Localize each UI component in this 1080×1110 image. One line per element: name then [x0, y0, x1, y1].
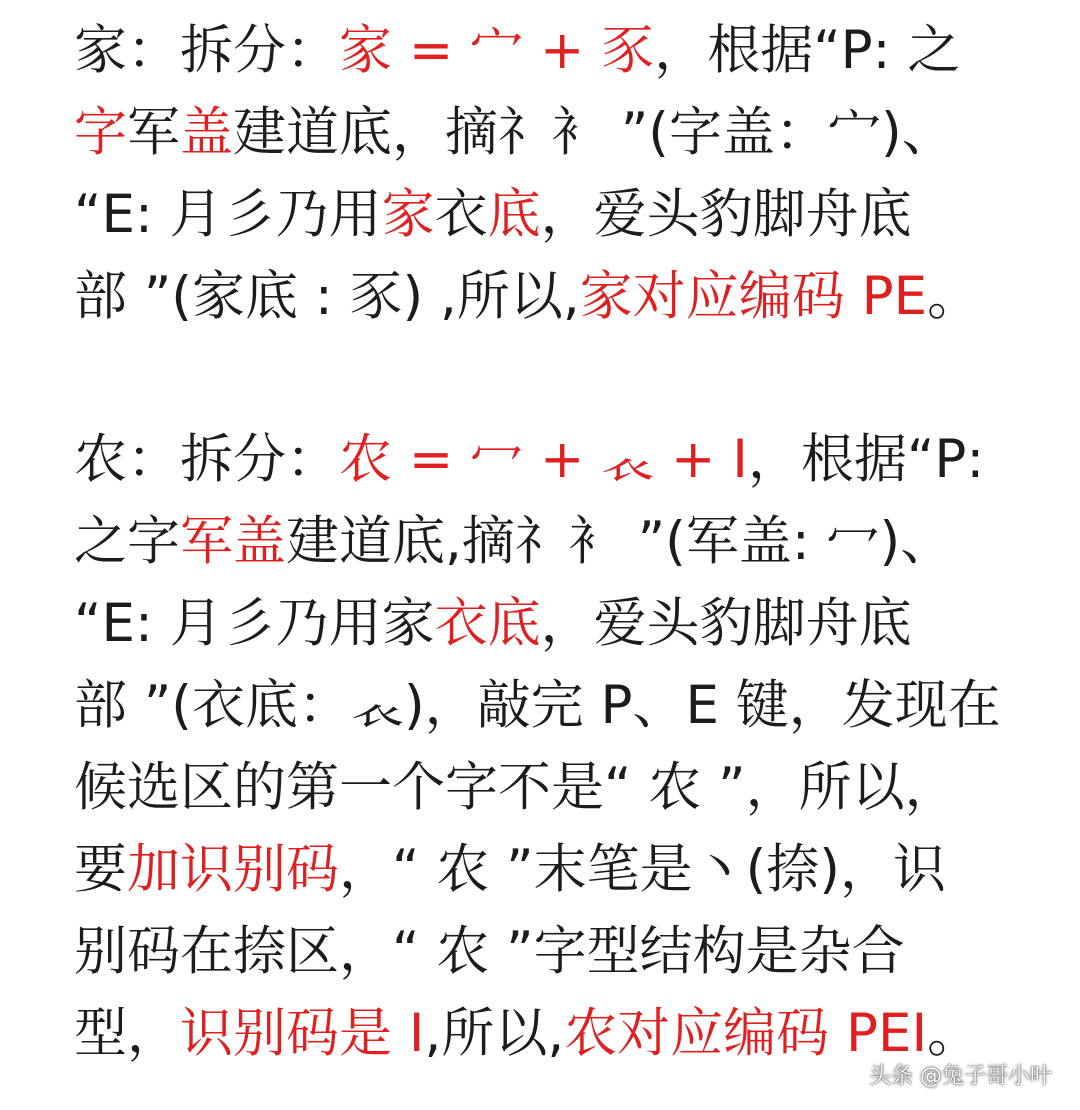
text-line — [74, 501, 1014, 583]
body-text: 建道底,摘礻衤 ”(军盖: 冖)、 — [286, 511, 954, 572]
highlighted-text: 加识别码 — [127, 839, 339, 900]
body-text: ，根据“P: — [747, 429, 985, 490]
body-text: ，“ 农 ”末笔是丶(捺)，识 — [339, 839, 946, 900]
highlighted-text: 家对应编码 PE — [579, 266, 928, 327]
highlighted-text: 盖 — [180, 102, 233, 163]
highlighted-text: 军盖 — [180, 511, 286, 572]
highlighted-text: 家 = 宀 + 豕 — [339, 20, 655, 81]
body-text: 部 ”(衣底：𧘇)，敲完 P、E 键，发现在 — [74, 675, 1001, 736]
body-text: 候选区的第一个字不是“ 农 ”，所以， — [74, 757, 958, 818]
body-text: 部 ”(家底 : 豕) ,所以, — [74, 266, 580, 327]
body-text: ，爱头豹脚舟底 — [540, 184, 912, 245]
text-line — [74, 747, 1014, 829]
body-text: 型， — [74, 1003, 180, 1064]
text-line — [74, 665, 1014, 747]
watermark: 头条 @兔子哥小叶 — [869, 1064, 1052, 1089]
body-text: ，根据“P: 之 — [654, 20, 961, 81]
body-text: 军 — [127, 102, 180, 163]
text-line — [74, 829, 1014, 911]
body-text: 衣 — [434, 184, 488, 245]
highlighted-text: 衣底 — [434, 593, 541, 654]
highlighted-text: 底 — [487, 184, 541, 245]
text-line — [74, 583, 1014, 665]
text-line — [74, 10, 1014, 92]
body-text: ，爱头豹脚舟底 — [540, 593, 912, 654]
body-text: ,所以, — [424, 1003, 565, 1064]
body-text: 家：拆分： — [74, 20, 339, 81]
highlighted-text: 农对应编码 PEI — [564, 1003, 928, 1064]
body-text: 别码在捺区，“ 农 ”字型结构是杂合 — [74, 921, 905, 982]
body-text: “E: 月彡乃用家 — [74, 593, 435, 654]
body-text: 。 — [927, 266, 981, 327]
text-line — [74, 911, 1014, 993]
body-text: 。 — [927, 1003, 981, 1064]
text-line — [74, 256, 1014, 338]
body-text: 之字 — [74, 511, 180, 572]
body-text: 要 — [74, 839, 127, 900]
text-line — [74, 92, 1014, 174]
body-text: “E: 月彡乃用 — [74, 184, 382, 245]
body-text: 建道底，摘礻衤 ”(字盖：宀)、 — [233, 102, 955, 163]
text-line — [74, 419, 1014, 501]
highlighted-text: 家 — [381, 184, 435, 245]
highlighted-text: 识别码是 I — [180, 1003, 425, 1064]
highlighted-text: 农 = 冖 + 𧘇 + I — [339, 429, 748, 490]
text-line — [74, 174, 1014, 256]
highlighted-text: 字 — [74, 102, 127, 163]
body-text: 农：拆分： — [74, 429, 339, 490]
